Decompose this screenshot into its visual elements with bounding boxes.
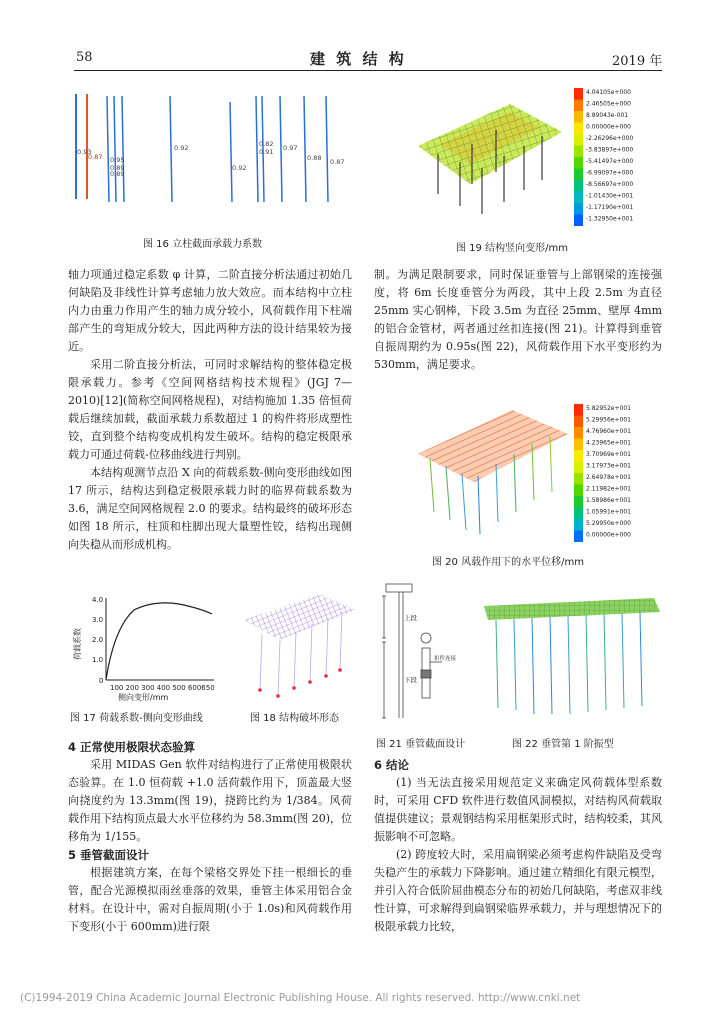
fig19-legend-label: 2.46505e+000 — [586, 100, 631, 108]
fig16-column-line — [280, 96, 282, 202]
fig19-legend-swatch — [574, 203, 583, 215]
fig21-label-connection: 扣件连接 — [434, 656, 457, 662]
fig20-legend-label: 2.11982e+001 — [586, 485, 631, 493]
figure-16-image — [64, 84, 364, 214]
fig20-legend-swatch — [574, 427, 583, 439]
fig20-legend-swatch — [574, 496, 583, 508]
fig19-legend-label: -6.99097e+000 — [586, 169, 634, 177]
figure-18-image — [240, 590, 358, 706]
fig20-legend-label: 0.00000e+000 — [586, 531, 631, 539]
figure-16-caption: 图 16 立柱截面承载力系数 — [143, 239, 263, 250]
fig20-legend-label: 1.05991e+001 — [586, 508, 631, 516]
fig19-legend-swatch — [574, 192, 583, 204]
fig16-label: 0.89 — [110, 170, 125, 178]
fig20-legend-label: 5.29950e+000 — [586, 520, 631, 527]
fig19-legend-swatch — [574, 169, 583, 181]
journal-title: 建 筑 结 构 — [310, 50, 407, 68]
fig16-label: 0.93 — [77, 148, 92, 156]
fig20-legend-swatch — [574, 519, 583, 531]
fig17-xticks: 100 200 300 400 500 600650 — [110, 684, 215, 692]
fig16-label: 0.95 — [110, 156, 125, 164]
figure-17-chart — [64, 588, 234, 706]
fig16-column-line — [304, 96, 306, 202]
fig16-column-line — [122, 96, 124, 202]
fig20-legend-label: 3.17973e+001 — [586, 462, 631, 470]
figure-20-caption: 图 20 风载作用下的水平位移/mm — [432, 557, 584, 568]
fig16-label: 0.97 — [283, 144, 298, 152]
fig21-label-upper: 上段 — [404, 614, 417, 622]
fig20-legend-label: 1.58986e+001 — [586, 497, 631, 504]
fig20-legend-swatch — [574, 473, 583, 485]
fig19-legend — [574, 88, 633, 226]
fig20-legend-label: 4.76960e+001 — [586, 428, 631, 435]
paragraph: (2) 跨度较大时，采用扁钢梁必须考虑构件缺陷及受弯失稳产生的承载力下降影响。通过建立精细化有限元模型，并引入符合低阶屈曲模态分布的初始几何缺陷，考虑双非线性计算，可求解得到扁钢梁临界承载力，并与理想情况下的极限承载力比较， — [374, 848, 662, 933]
paragraph: (1) 当无法直接采用规范定义来确定风荷载体型系数时，可采用 CFD 软件进行数值风洞模拟，对结构风荷载取值提供建议；景观钢结构采用框架形式时，结构较柔，其风振影响不可忽略。 — [374, 776, 662, 843]
fig20-legend-label: 5.82952e+001 — [586, 405, 631, 412]
fig16-column-line — [170, 96, 172, 202]
figure-22-caption: 图 22 垂管第 1 阶振型 — [512, 739, 614, 750]
fig19-legend-swatch — [574, 123, 583, 135]
fig20-legend-label: 4.23965e+001 — [586, 439, 631, 447]
paragraph: 采用 MIDAS Gen 软件对结构进行了正常使用极限状态验算。在 1.0 恒荷载 +1.0 活荷载作用下，顶盖最大竖向挠度约为 13.3mm(图 19)，挠跨比约为 1/384。风荷载作用下结构顶点最大水平位移约为 58.3mm(图 20)，位移角为 1/155。 — [68, 758, 352, 843]
fig16-label: 0.87 — [330, 158, 345, 166]
fig17-ylabel: 荷载系数 — [73, 628, 82, 660]
fig19-legend-label: 0.00000e+000 — [586, 123, 631, 131]
fig17-xlabel: 侧向变形/mm — [118, 693, 169, 702]
fig20-legend-swatch — [574, 462, 583, 474]
fig16-column-line — [114, 96, 116, 202]
year: 2019 年 — [612, 54, 663, 69]
figure-20-image — [400, 396, 662, 548]
fig20-legend-swatch — [574, 508, 583, 520]
paragraph: 根据建筑方案，在每个梁格交界处下挂一根细长的垂管，配合光源模拟雨丝垂落的效果，垂管主体采用铝合金材料。在设计中，需对自振周期(小于 1.0s)和风荷载作用下变形(小于 600mm)进行限 — [68, 866, 352, 933]
copyright-footer: (C)1994-2019 China Academic Journal Electronic Publishing House. All rights reserved. http://www.cnki.net — [20, 992, 581, 1004]
right-column-top — [374, 266, 662, 374]
fig16-column-line — [326, 96, 328, 202]
paragraph: 轴力项通过稳定系数 φ 计算，二阶直接分析法通过初始几何缺陷及非线性计算考虑轴力放大效应。而本结构中立柱内力由重力作用产生的轴力成分较小，风荷载作用下柱端部产生的弯矩成分较大，因此两种方法的设计结果较为接近。 — [68, 268, 352, 353]
fig20-legend-swatch — [574, 531, 583, 543]
fig18-roof-grid — [244, 594, 356, 640]
paragraph: 采用二阶直接分析法，可同时求解结构的整体稳定极限承载力。参考《空间网格结构技术规程》(JGJ 7—2010)[12](简称空间网格规程)，对结构施加 1.35 倍恒荷载后继续加载，截面承载力系数超过 1 的构件将形成塑性铰，直到整个结构变成机构发生破坏。结构的稳定极限承载力可通过荷载-位移曲线进行判别。 — [68, 358, 352, 461]
fig20-legend-swatch — [574, 450, 583, 462]
fig17-ytick: 1.0 — [92, 656, 104, 664]
paragraph: 制。为满足限制要求，同时保证垂管与上部钢梁的连接强度，将 6m 长度垂管分为两段，其中上段 2.5m 为直径 25mm 实心钢棒，下段 3.5m 为直径 25mm、壁厚 4mm 的铝合金管材，两者通过丝扣连接(图 21)。计算得到垂管自振周期约为 0.95s(图 22)，风荷载作用下水平变形约为 530mm，满足要求。 — [374, 268, 662, 371]
fig19-legend-label: -3.83897e+000 — [586, 146, 634, 154]
figure-22-image — [474, 590, 662, 726]
fig20-legend-swatch — [574, 404, 583, 416]
fig16-label: 0.88 — [307, 154, 322, 162]
fig19-legend-label: -1.17190e+001 — [586, 204, 634, 211]
figure-18-caption: 图 18 结构破坏形态 — [250, 713, 340, 724]
fig16-label: 0.87 — [88, 153, 103, 161]
figure-17-caption: 图 17 荷载系数-侧向变形曲线 — [70, 713, 203, 724]
fig19-legend-swatch — [574, 215, 583, 227]
fig19-legend-swatch — [574, 146, 583, 158]
left-column-bottom — [68, 738, 352, 936]
figure-21-caption: 图 21 垂管截面设计 — [376, 739, 466, 750]
fig17-ytick: 3.0 — [92, 616, 104, 624]
fig19-legend-swatch — [574, 134, 583, 146]
fig16-column-line — [107, 96, 109, 202]
fig19-legend-label: -1.32950e+001 — [586, 215, 634, 223]
fig16-label: 0.92 — [232, 164, 247, 172]
header-rule — [74, 70, 662, 71]
fig19-legend-swatch — [574, 88, 583, 100]
fig16-label: 0.91 — [259, 148, 274, 156]
fig20-legend-swatch — [574, 416, 583, 428]
left-column-top — [68, 266, 352, 554]
right-column-bottom — [374, 756, 662, 936]
fig20-legend — [574, 404, 631, 542]
section-heading-6: 6 结论 — [374, 758, 410, 772]
page-number: 58 — [76, 50, 93, 65]
fig19-legend-label: -5.41497e+000 — [586, 158, 634, 165]
fig22-roof-grid — [484, 598, 660, 620]
fig19-legend-swatch — [574, 180, 583, 192]
fig16-column-line — [230, 102, 232, 202]
fig19-legend-swatch — [574, 157, 583, 169]
fig19-legend-label: 8.89043e-001 — [586, 112, 629, 119]
section-heading-4: 4 正常使用极限状态验算 — [68, 740, 196, 754]
fig20-legend-swatch — [574, 439, 583, 451]
fig20-legend-swatch — [574, 485, 583, 497]
fig16-column-line — [256, 96, 258, 202]
section-heading-5: 5 垂管截面设计 — [68, 848, 150, 862]
fig20-legend-label: 3.70969e+001 — [586, 451, 631, 458]
fig17-ytick: 4.0 — [92, 596, 104, 604]
figure-19-image — [400, 84, 662, 234]
fig19-legend-label: -2.26296e+000 — [586, 135, 634, 142]
figure-19-caption: 图 19 结构竖向变形/mm — [456, 243, 568, 254]
paragraph: 本结构观测节点沿 X 向的荷载系数-侧向变形曲线如图 17 所示，结构达到稳定极限承载力时的临界荷载系数为 3.6，满足空间网格规程 2.0 的要求。结构最终的破坏形态如图 18 所示，柱顶和柱脚出现大量塑性铰，结构出现侧向失稳从而形成机构。 — [68, 466, 352, 551]
fig17-ytick: 2.0 — [92, 636, 104, 644]
fig19-legend-label: -8.56697e+000 — [586, 181, 634, 188]
fig19-legend-label: 4.04105e+000 — [586, 89, 631, 96]
fig17-curve — [106, 603, 212, 680]
fig19-legend-swatch — [574, 111, 583, 123]
fig17-ytick: 0 — [99, 677, 104, 685]
fig20-legend-label: 2.64978e+001 — [586, 474, 631, 481]
fig20-roof-grid — [418, 410, 568, 482]
fig19-roof-grid — [418, 104, 562, 184]
fig21-label-lower: 下段 — [404, 676, 417, 684]
fig16-label: 0.89 — [110, 164, 125, 172]
fig16-label: 0.92 — [174, 144, 189, 152]
fig19-legend-swatch — [574, 100, 583, 112]
fig19-legend-label: -1.01430e+001 — [586, 192, 634, 200]
fig20-legend-label: 5.29956e+001 — [586, 416, 631, 424]
fig16-label: 0.82 — [259, 140, 274, 148]
figure-21-drawing — [376, 578, 466, 728]
